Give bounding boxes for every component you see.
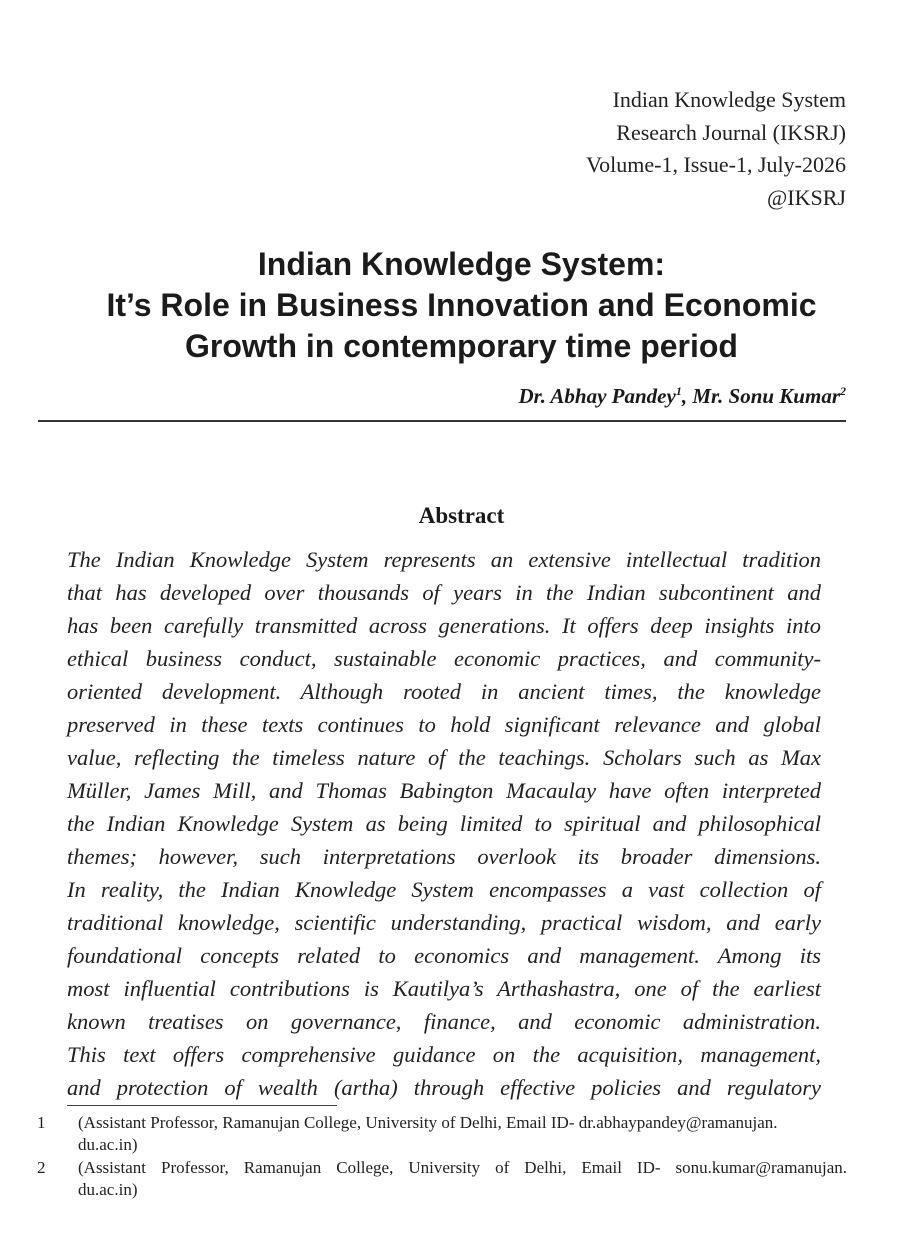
author-separator: , (681, 384, 693, 408)
journal-line: @IKSRJ (767, 184, 846, 210)
title-line: Indian Knowledge System: (257, 246, 666, 282)
abstract-line: This text offers comprehensive guidance on the acquisition, management, (67, 1042, 821, 1067)
journal-line: Volume-1, Issue-1, July-2026 (586, 152, 846, 177)
footnote-mark: 1 (675, 384, 682, 398)
footnotes (35, 1112, 847, 1202)
abstract-line: themes; however, such interpretations overlook its broader dimensions. (67, 844, 821, 869)
author-line (519, 384, 846, 409)
footnote-line: du.ac.in) (78, 1179, 138, 1199)
footnote-text (78, 1157, 847, 1200)
footnote-line: (Assistant Professor, Ramanujan College, University of Delhi, Email ID- dr.abhaypandey@ramanujan. (78, 1113, 778, 1132)
journal-line: Indian Knowledge System (612, 87, 846, 112)
abstract-line: ethical business conduct, sustainable economic practices, and community- (67, 646, 821, 671)
footnote-mark: 2 (840, 384, 846, 398)
journal-line: Research Journal (IKSRJ) (616, 119, 846, 145)
footnote-number: 1 (37, 1113, 46, 1132)
abstract-line: traditional knowledge, scientific understanding, practical wisdom, and early (67, 910, 821, 935)
abstract-heading: Abstract (418, 503, 505, 528)
abstract-line: foundational concepts related to economics and management. Among its (67, 943, 821, 968)
abstract-line: The Indian Knowledge System represents an extensive intellectual tradition (67, 547, 821, 572)
footnote-number: 2 (37, 1158, 46, 1177)
footnote-line: du.ac.in) (78, 1134, 138, 1154)
title-line: It’s Role in Business Innovation and Economic (106, 287, 817, 323)
abstract-line: known treatises on governance, finance, and economic administration. (67, 1009, 821, 1034)
abstract-line: oriented development. Although rooted in ancient times, the knowledge (67, 679, 821, 704)
title-divider (38, 420, 846, 422)
abstract-line: the Indian Knowledge System as being limited to spiritual and philosophical (67, 811, 821, 836)
journal-info (586, 84, 846, 214)
paper-title (0, 244, 923, 367)
abstract-body (67, 543, 821, 1104)
abstract-line: that has developed over thousands of years in the Indian subcontinent and (67, 580, 821, 605)
abstract-line: value, reflecting the timeless nature of the teachings. Scholars such as Max (67, 745, 821, 770)
abstract-line: In reality, the Indian Knowledge System encompasses a vast collection of (67, 877, 821, 902)
author-name: Dr. Abhay Pandey (518, 384, 676, 408)
footnote-divider (67, 1105, 337, 1106)
abstract-line: has been carefully transmitted across generations. It offers deep insights into (67, 613, 821, 638)
footnote-text (78, 1112, 847, 1155)
footnote (35, 1112, 847, 1155)
abstract-line: Müller, James Mill, and Thomas Babington Macaulay have often interpreted (67, 778, 821, 803)
footnote-line: (Assistant Professor, Ramanujan College, University of Delhi, Email ID- sonu.kumar@ramanujan. (78, 1158, 847, 1177)
footnote (35, 1157, 847, 1200)
author-name: Mr. Sonu Kumar (692, 384, 840, 408)
abstract-line: and protection of wealth (artha) through effective policies and regulatory (67, 1075, 821, 1100)
abstract-line: most influential contributions is Kautilya’s Arthashastra, one of the earliest (67, 976, 821, 1001)
title-line: Growth in contemporary time period (185, 328, 738, 364)
abstract-line: preserved in these texts continues to hold significant relevance and global (67, 712, 821, 737)
